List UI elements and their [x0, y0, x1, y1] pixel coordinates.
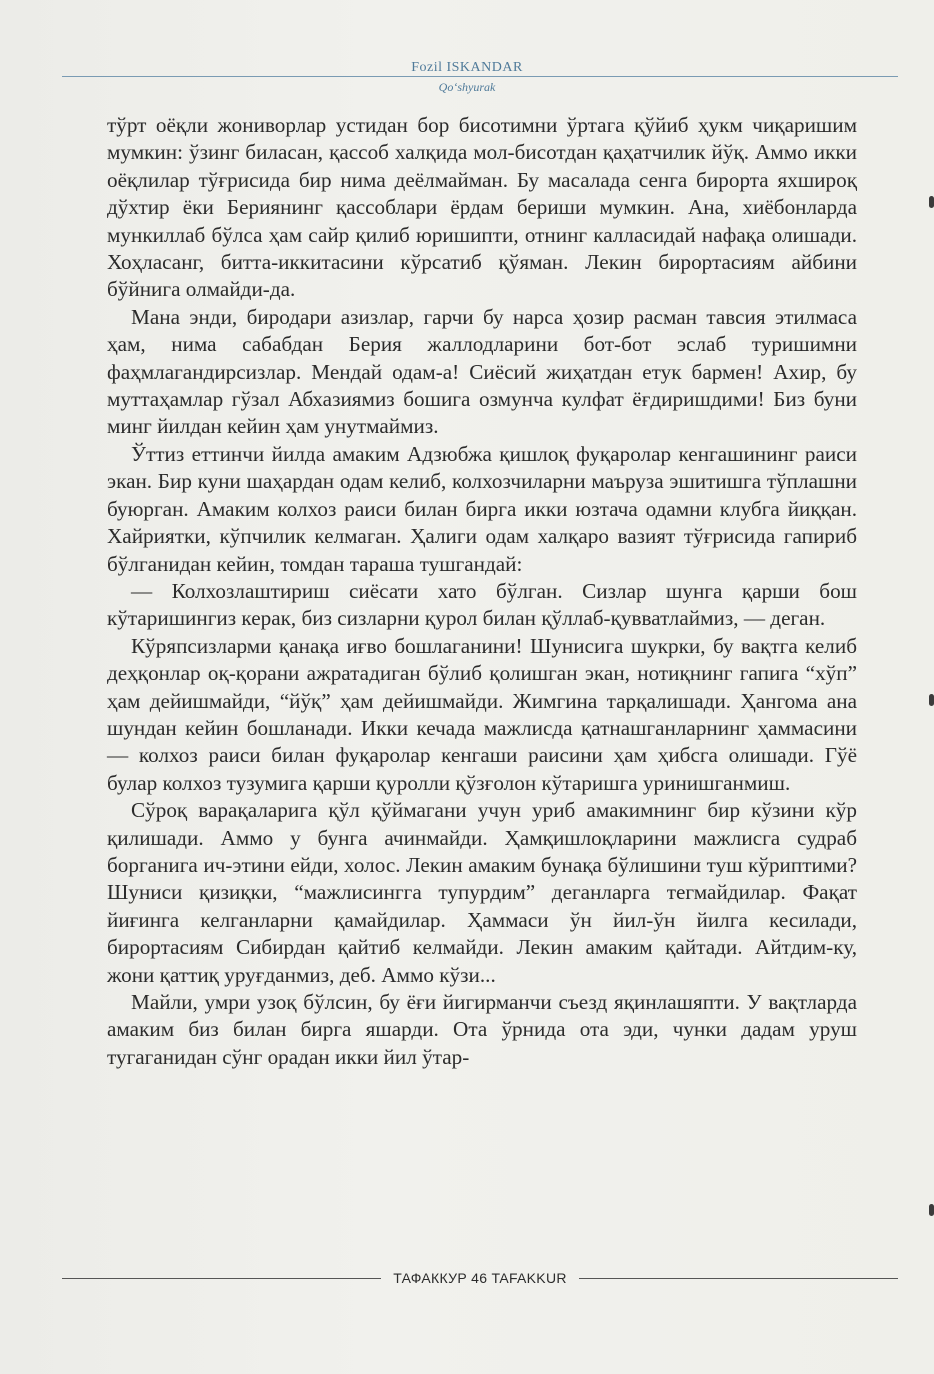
- binding-notch: [929, 196, 934, 208]
- running-header-author: Fozil ISKANDAR: [411, 60, 523, 75]
- page-footer: [62, 1268, 898, 1288]
- footer-rule-left: [62, 1278, 381, 1279]
- footer-rule-right: [579, 1278, 898, 1279]
- paragraph: Кўряпсизларми қанақа иғво бошлаганини! Шунисига шукрки, бу вақтга келиб деҳқонлар оқ-қорани ажратадиган бўлиб қолишган экан, нотиқнинг гапига “хўп” ҳам дейишмайди, “йўқ” ҳам дейишмайди. Жимгина тарқалишади. Ҳангома ана шундан кейин бошланади. Икки кечада мажлисда қатнашганларнинг ҳаммасини — колхоз раиси билан фуқаролар кенгаши раисини ҳам ҳибсга олишади. Гўё булар колхоз тузумига қарши қуролли қўзғолон кўтаришга уринишганмиш.: [107, 633, 857, 795]
- paragraph: тўрт оёқли жониворлар устидан бор бисотимни ўртага қўйиб ҳукм чиқаришим мумкин: ўзинг биласан, қассоб халқида мол-бисотдан қаҳатчилик йўқ. Аммо икки оёқлилар тўғрисида бир нима деёлмайман. Бу масалада сенга бирорта яхшироқ дўхтир ёки Бериянинг қассоблари ёрдам бериши мумкин. Ана, хиёбонларда мункиллаб бўлса ҳам сайр қилиб юришипти, отнинг калласидай нафақа олишади. Хоҳласанг, битта-иккитасини кўрсатиб қўяман. Лекин бирортасиям айбини бўйнига олмайди-да.: [107, 113, 857, 302]
- binding-notch: [929, 1204, 934, 1216]
- running-header-title: Qo‘shyurak: [438, 80, 496, 94]
- header-rule: [62, 76, 898, 77]
- paragraph: Майли, умри узоқ бўлсин, бу ёғи йигирманчи съезд яқинлашяпти. У вақтларда амаким биз билан бирга яшарди. Ота ўрнида ота эди, чунки дадам уруш тугаганидан сўнг орадан икки йил ўтар-: [107, 990, 857, 1069]
- paragraph: Мана энди, биродари азизлар, гарчи бу нарса ҳозир расман тавсия этилмаса ҳам, нима сабабдан Берия жаллодларини бот-бот эслаб туришимни фаҳмлагандирсизлар. Мендай одам-а! Сиёсий жиҳатдан етук бармен! Ахир, бу муттаҳамлар гўзал Абхазиямиз бошига озмунча кулфат ёғдиришдими! Биз буни минг йилдан кейин ҳам унутмаймиз.: [107, 304, 857, 439]
- binding-notch: [929, 694, 934, 706]
- paragraph: — Колхозлаштириш сиёсати хато бўлган. Сизлар шунга қарши бош кўтаришингиз керак, биз сизларни қурол билан қўллаб-қувватлаймиз, — деган.: [107, 578, 857, 631]
- paragraph: Ўттиз еттинчи йилда амаким Адзюбжа қишлоқ фуқаролар кенгашининг раиси экан. Бир куни шаҳардан одам келиб, колхозчиларни маъруза эшитишга тўплашни буюрган. Амаким колхоз раиси билан бирга икки юзтача одамни клубга йиққан. Хайриятки, кўпчилик келмаган. Ҳалиги одам халқаро вазият тўғрисида гапириб бўлганидан кейин, томдан тараша тушгандай:: [107, 441, 857, 576]
- body-text: [107, 112, 857, 1071]
- footer-page-label: ТАФАККУР 46 TAFAKKUR: [393, 1270, 567, 1286]
- paragraph: Сўроқ варақаларига қўл қўймагани учун уриб амакимнинг бир кўзини кўр қилишади. Аммо у бунга ачинмайди. Ҳамқишлоқларини мажлисга судраб борганига ич-этини ейди, холос. Лекин амаким бунақа бўлишини туш кўриптими? Шуниси қизиқки, “мажлисингга тупурдим” деганларга тегмайдилар. Фақат йиғинга келганларни қамайдилар. Ҳаммаси ўн йил-ўн йилга кесилади, бирортасиям Сибирдан қайтиб келмайди. Лекин амаким қайтади. Айтдим-ку, жони қаттиқ уруғданмиз, деб. Аммо кўзи...: [107, 798, 857, 987]
